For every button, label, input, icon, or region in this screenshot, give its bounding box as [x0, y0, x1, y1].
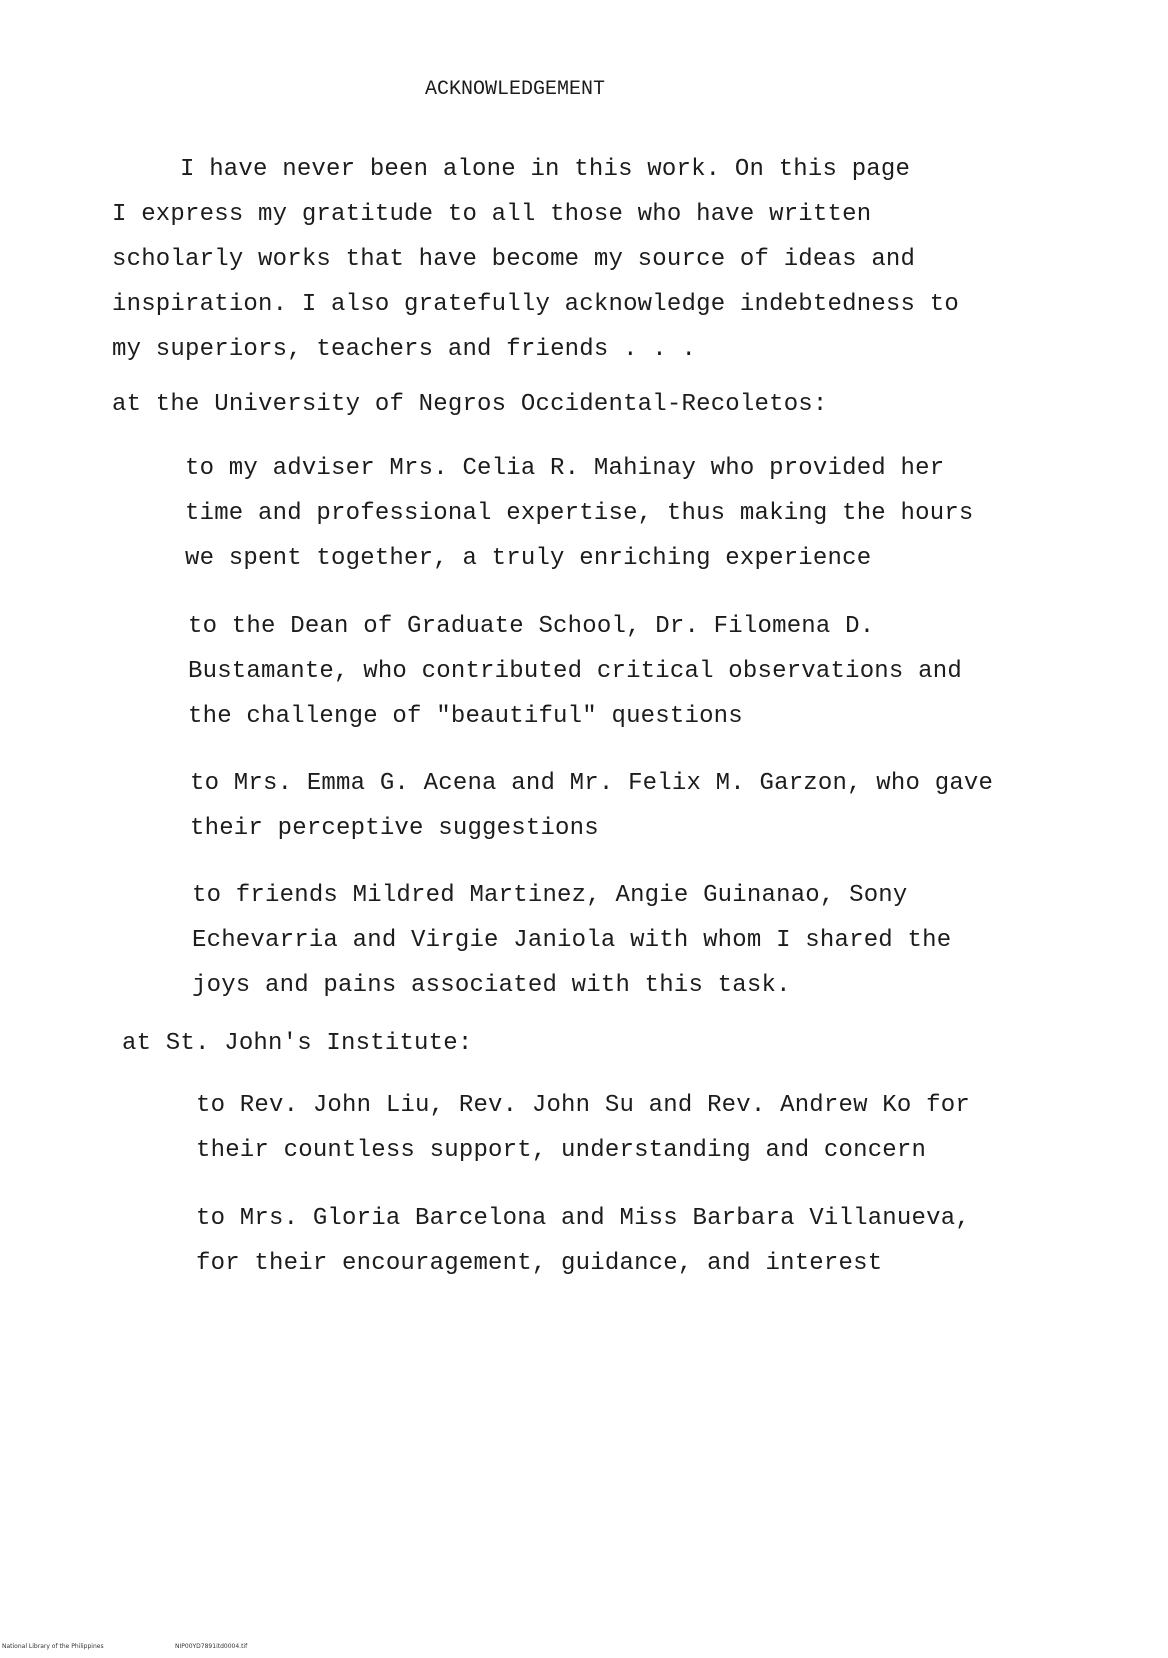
para-adviser-line: to my adviser Mrs. Celia R. Mahinay who provided her [185, 455, 945, 482]
para-friends-line: joys and pains associated with this task. [192, 972, 791, 999]
intro-line: scholarly works that have become my source of ideas and [112, 246, 916, 273]
footer-file-id: NIP00YD7891itd0004.tif [175, 1643, 248, 1650]
para-adviser-line: time and professional expertise, thus making the hours [185, 500, 974, 527]
para-dean-line: to the Dean of Graduate School, Dr. Filomena D. [188, 613, 875, 640]
para-staff-line: to Mrs. Gloria Barcelona and Miss Barbara Villanueva, [196, 1205, 970, 1232]
para-friends-line: to friends Mildred Martinez, Angie Guinanao, Sony [192, 882, 908, 909]
para-friends-line: Echevarria and Virgie Janiola with whom I shared the [192, 927, 952, 954]
para-rev-line: their countless support, understanding and concern [196, 1137, 927, 1164]
footer-library: National Library of the Philippines [2, 1643, 104, 1650]
para-panel-line: their perceptive suggestions [190, 815, 599, 842]
para-dean-line: Bustamante, who contributed critical observations and [188, 658, 962, 685]
para-dean-line: the challenge of "beautiful" questions [188, 703, 743, 730]
para-staff-line: for their encouragement, guidance, and interest [196, 1250, 883, 1277]
para-rev-line: to Rev. John Liu, Rev. John Su and Rev. Andrew Ko for [196, 1092, 970, 1119]
intro-line: I have never been alone in this work. On this page [180, 156, 911, 183]
section-heading-sji: at St. John's Institute: [122, 1030, 473, 1057]
section-heading-uno-r: at the University of Negros Occidental-Recoletos: [112, 391, 828, 418]
para-adviser-line: we spent together, a truly enriching experience [185, 545, 872, 572]
intro-line: my superiors, teachers and friends . . . [112, 336, 697, 363]
intro-line: inspiration. I also gratefully acknowledge indebtedness to [112, 291, 959, 318]
intro-line: I express my gratitude to all those who have written [112, 201, 872, 228]
para-panel-line: to Mrs. Emma G. Acena and Mr. Felix M. Garzon, who gave [190, 770, 994, 797]
page-title: ACKNOWLEDGEMENT [425, 78, 606, 101]
